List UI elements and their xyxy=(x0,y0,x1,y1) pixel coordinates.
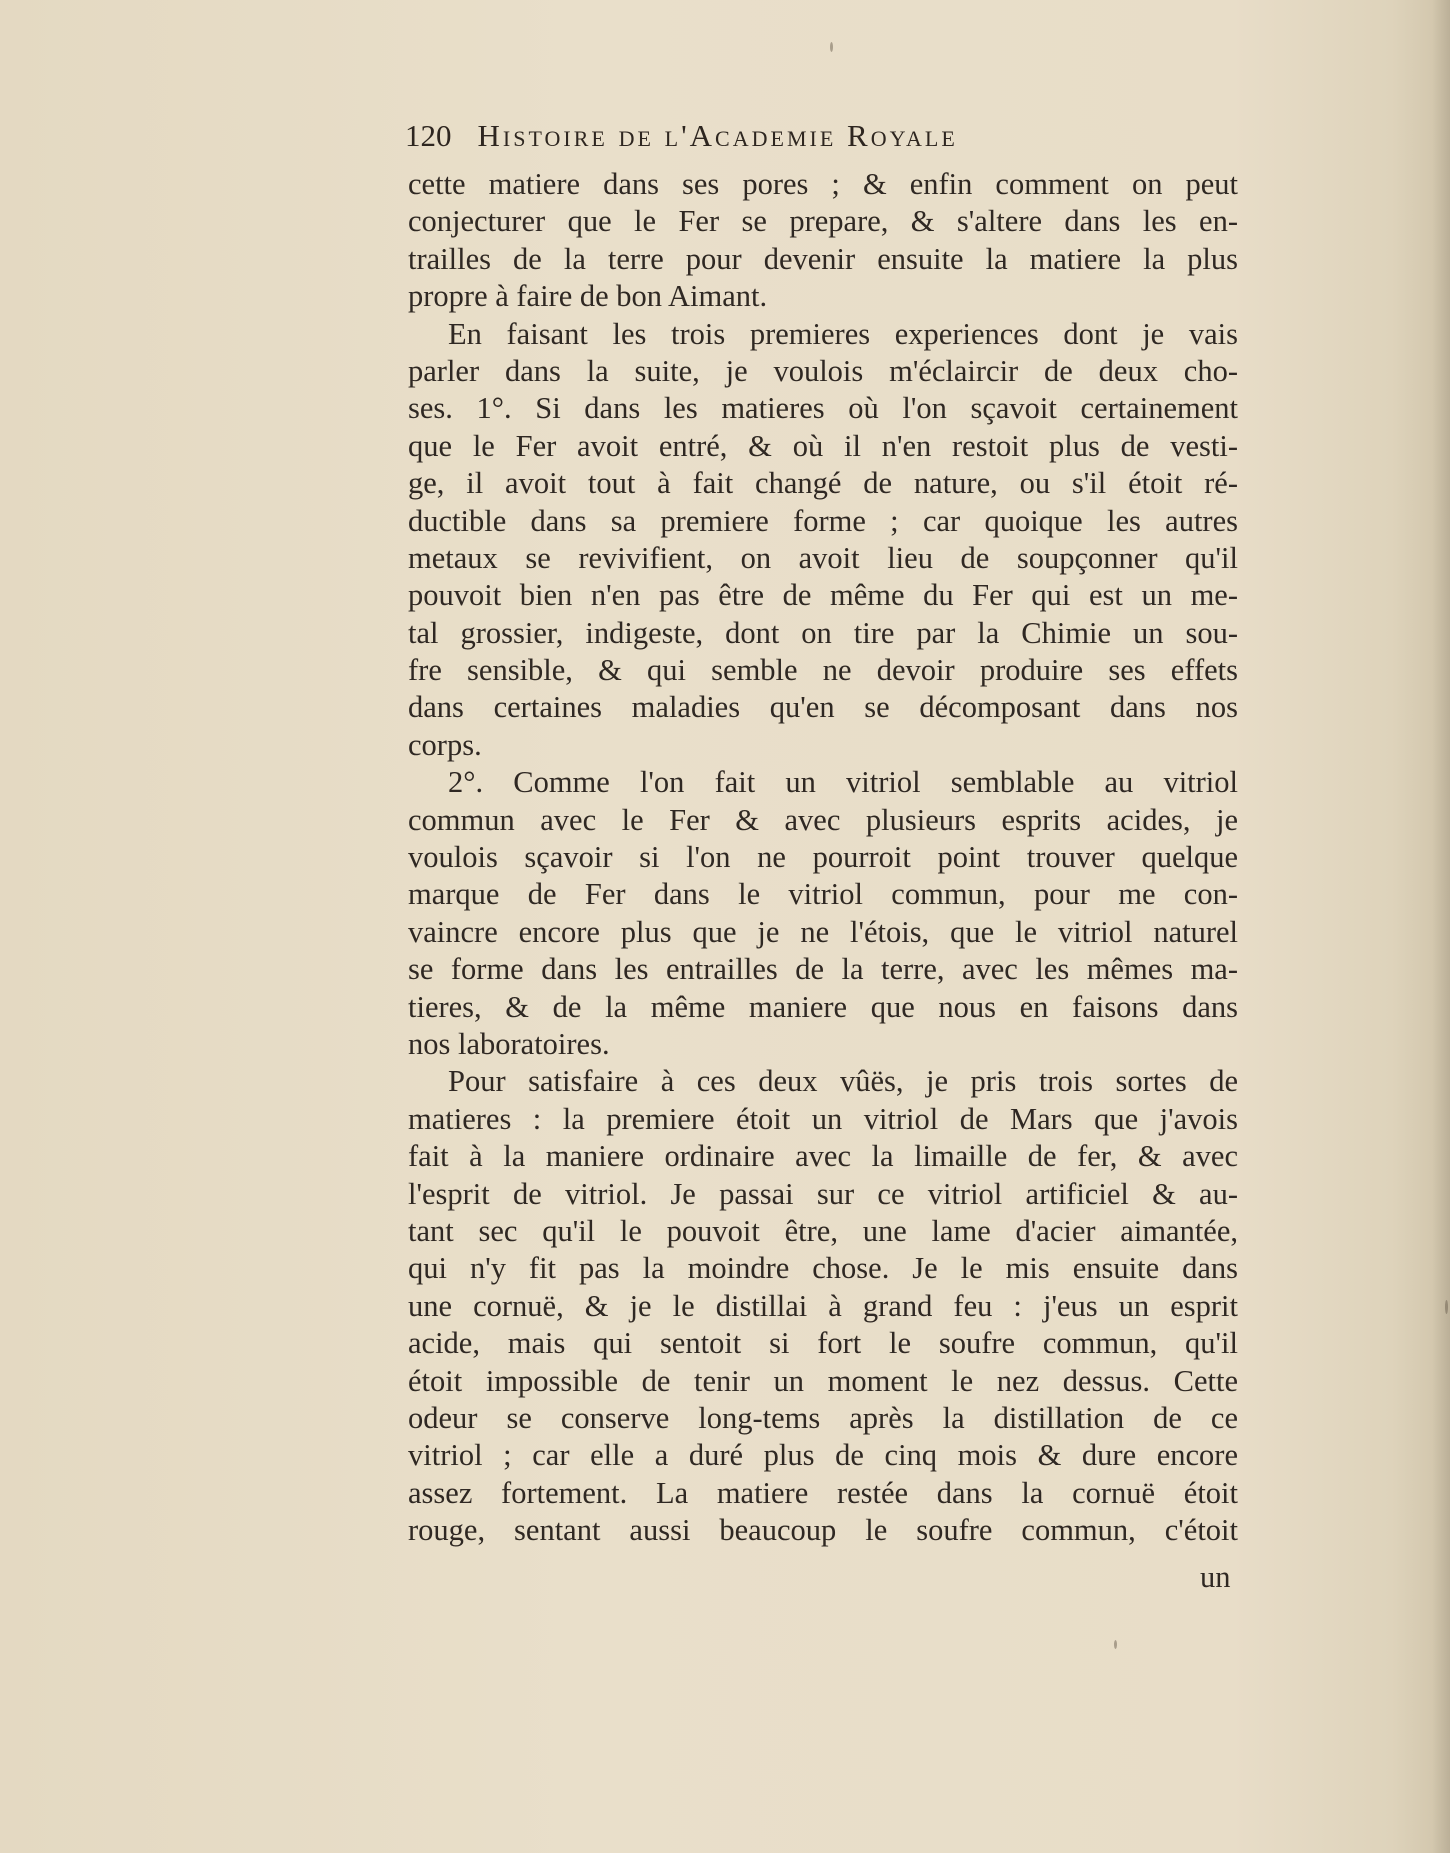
text-line: marque de Fer dans le vitriol commun, pour me con- xyxy=(408,877,1238,912)
text-line: odeur se conserve long-tems après la distillation de ce xyxy=(408,1400,1238,1435)
text-line: voulois sçavoir si l'on ne pourroit point trouver quelque xyxy=(408,840,1238,875)
text-line: se forme dans les entrailles de la terre, avec les mêmes ma- xyxy=(408,952,1238,987)
text-line: nos laboratoires. xyxy=(408,1026,610,1061)
text-line: tal grossier, indigeste, dont on tire par la Chimie un sou- xyxy=(408,615,1238,650)
running-head xyxy=(405,118,1150,164)
text-line: une cornuë, & je le distillai à grand feu : j'eus un esprit xyxy=(408,1288,1238,1323)
text-line: propre à faire de bon Aimant. xyxy=(408,279,768,314)
text-line: En faisant les trois premieres experiences dont je vais xyxy=(448,316,1238,351)
text-line: pouvoit bien n'en pas être de même du Fer qui est un me- xyxy=(408,578,1238,613)
text-line: qui n'y fit pas la moindre chose. Je le mis ensuite dans xyxy=(408,1251,1238,1286)
text-line: parler dans la suite, je voulois m'éclaircir de deux cho- xyxy=(408,353,1238,388)
paper-speck xyxy=(1114,1640,1117,1649)
text-line: metaux se revivifient, on avoit lieu de soupçonner qu'il xyxy=(408,540,1238,575)
text-line: fre sensible, & qui semble ne devoir produire ses effets xyxy=(408,653,1238,688)
text-line: tant sec qu'il le pouvoit être, une lame d'acier aimantée, xyxy=(408,1213,1238,1248)
paper-speck xyxy=(1445,1300,1448,1314)
text-line: corps. xyxy=(408,727,482,762)
text-line: étoit impossible de tenir un moment le nez dessus. Cette xyxy=(408,1363,1238,1398)
text-line: dans certaines maladies qu'en se décomposant dans nos xyxy=(408,690,1238,725)
text-line: que le Fer avoit entré, & où il n'en restoit plus de vesti- xyxy=(408,428,1238,463)
text-line: matieres : la premiere étoit un vitriol de Mars que j'avois xyxy=(408,1101,1238,1136)
text-line: acide, mais qui sentoit si fort le soufre commun, qu'il xyxy=(408,1326,1238,1361)
body-text xyxy=(408,166,1238,1549)
text-line: l'esprit de vitriol. Je passai sur ce vitriol artificiel & au- xyxy=(408,1176,1238,1211)
text-line: trailles de la terre pour devenir ensuite la matiere la plus xyxy=(408,241,1238,276)
page-edge-shadow xyxy=(1432,0,1450,1853)
text-line: tieres, & de la même maniere que nous en faisons dans xyxy=(408,989,1238,1024)
text-line: vaincre encore plus que je ne l'étois, que le vitriol naturel xyxy=(408,914,1238,949)
text-line: assez fortement. La matiere restée dans la cornuë étoit xyxy=(408,1475,1238,1510)
paper-speck xyxy=(830,42,833,52)
text-line: Pour satisfaire à ces deux vûës, je pris trois sortes de xyxy=(448,1064,1238,1099)
text-line: ge, il avoit tout à fait changé de nature, ou s'il étoit ré- xyxy=(408,466,1238,501)
text-line: 2°. Comme l'on fait un vitriol semblable au vitriol xyxy=(448,765,1238,800)
text-line: commun avec le Fer & avec plusieurs esprits acides, je xyxy=(408,802,1238,837)
text-line: vitriol ; car elle a duré plus de cinq mois & dure encore xyxy=(408,1438,1238,1473)
catchword: un xyxy=(1200,1560,1231,1594)
text-line: ses. 1°. Si dans les matieres où l'on sçavoit certainement xyxy=(408,391,1238,426)
text-line: rouge, sentant aussi beaucoup le soufre commun, c'étoit xyxy=(408,1513,1238,1548)
text-line: conjecturer que le Fer se prepare, & s'altere dans les en- xyxy=(408,204,1238,239)
text-line: cette matiere dans ses pores ; & enfin comment on peut xyxy=(408,167,1238,201)
running-head-title: Histoire de l'Academie Royale xyxy=(477,118,958,153)
text-line: ductible dans sa premiere forme ; car quoique les autres xyxy=(408,503,1238,538)
page-number: 120 xyxy=(405,118,452,153)
text-line: fait à la maniere ordinaire avec la limaille de fer, & avec xyxy=(408,1139,1238,1174)
